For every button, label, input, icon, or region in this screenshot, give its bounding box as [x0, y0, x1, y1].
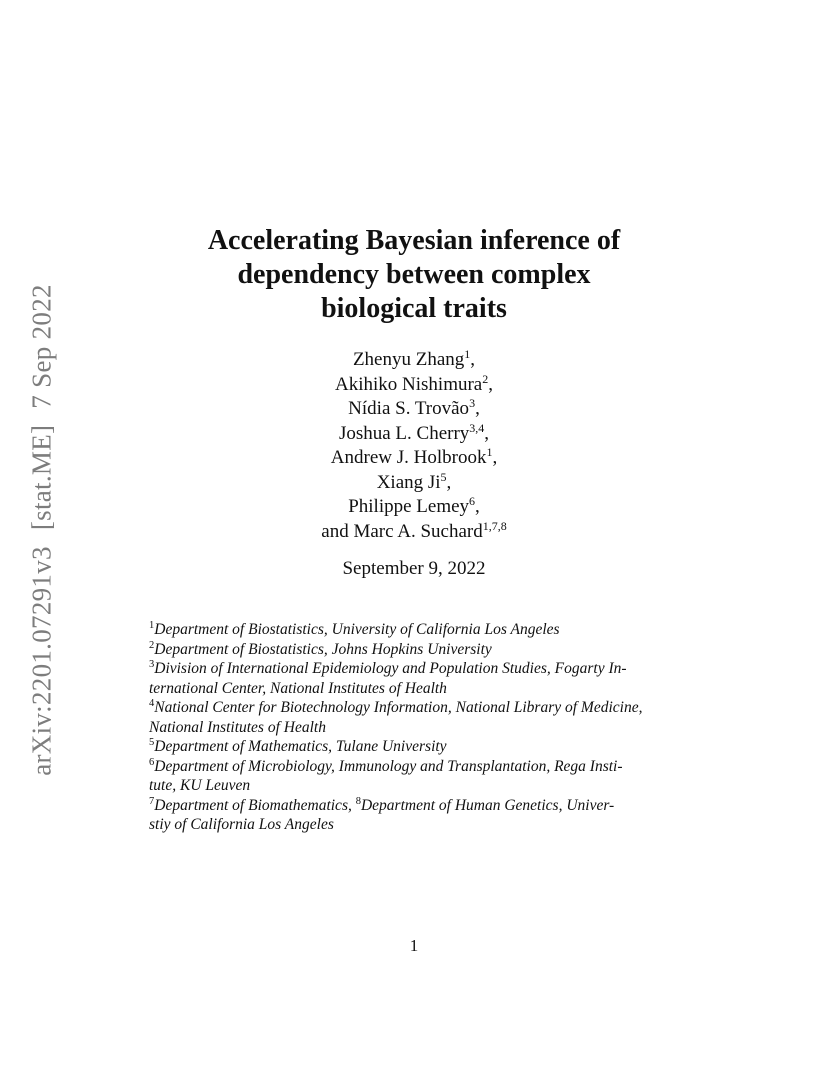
author: Joshua L. Cherry$^{3,4}$, — [338, 420, 490, 444]
affiliation: $^4$National Center for Biotechnology Information, National Library of Medicine, — [149, 698, 643, 716]
author: Zhenyu Zhang$^1$, — [352, 347, 476, 370]
affiliation: $^2$Department of Biostatistics, Johns Hopkins University — [149, 639, 492, 658]
paper-title — [150, 224, 678, 326]
affiliation-continuation: National Institutes of Health — [149, 718, 326, 736]
author: Akihiko Nishimura$^2$, — [335, 371, 493, 395]
author: Andrew J. Holbrook$^1$, — [330, 445, 498, 468]
affiliation: $^3$Division of International Epidemiology and Population Studies, Fogarty In- — [149, 659, 627, 677]
affiliation-list — [149, 620, 689, 835]
arxiv-id: arXiv:2201.07291v3 — [26, 546, 57, 776]
affiliation: $^1$Department of Biostatistics, University of California Los Angeles — [149, 620, 560, 638]
title-line: dependency between complex — [237, 259, 591, 290]
arxiv-category: [stat.ME] — [26, 424, 57, 531]
author-list — [214, 348, 614, 544]
publication-date: September 9, 2022 — [342, 558, 486, 579]
arxiv-date: 7 Sep 2022 — [26, 284, 57, 409]
author: Xiang Ji$^5$, — [376, 469, 452, 493]
affiliation: $^5$Department of Mathematics, Tulane University — [149, 737, 447, 755]
affiliation: $^7$Department of Biomathematics, $^8$Department of Human Genetics, Univer- — [149, 795, 615, 814]
affiliation-continuation: ternational Center, National Institutes of Health — [149, 679, 447, 697]
affiliation: $^6$Department of Microbiology, Immunology and Transplantation, Rega Insti- — [149, 756, 623, 775]
title-line: biological traits — [321, 293, 507, 324]
affiliation-continuation: stiy of California Los Angeles — [149, 816, 334, 833]
author: Philippe Lemey$^6$, — [348, 494, 480, 517]
author: Nídia S. Trovão$^3$, — [348, 396, 480, 419]
page-number: 1 — [409, 936, 419, 955]
author: and Marc A. Suchard$^{1,7,8}$ — [321, 518, 507, 542]
arxiv-identifier-stamp — [27, 284, 58, 776]
affiliation-continuation: tute, KU Leuven — [149, 777, 251, 794]
title-line: Accelerating Bayesian inference of — [207, 225, 621, 256]
